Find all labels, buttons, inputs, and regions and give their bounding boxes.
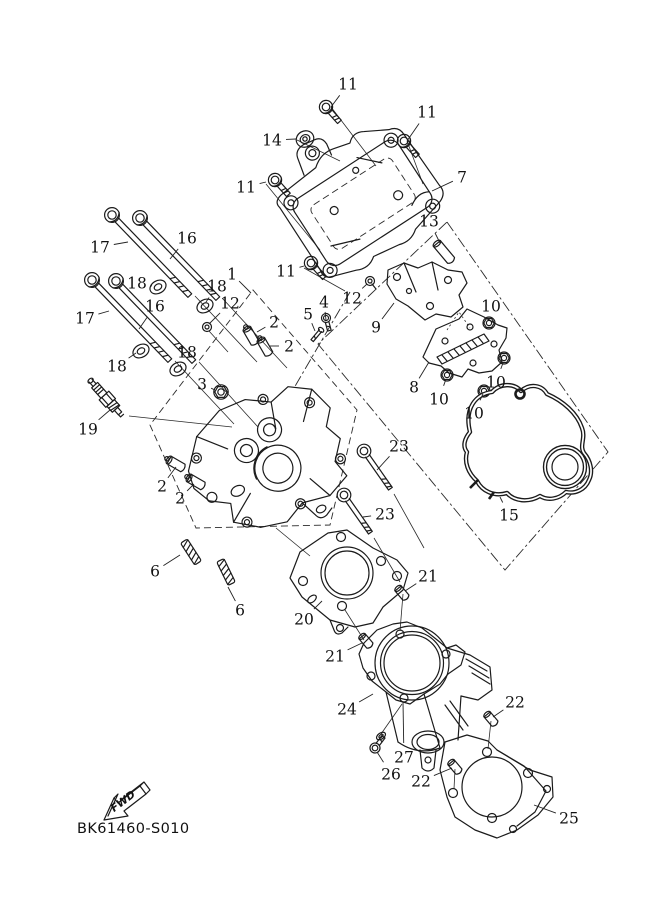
callout-19: 19 [78, 420, 98, 439]
callout-2: 2 [284, 337, 294, 356]
valve-cap [163, 454, 186, 472]
callout-7: 7 [457, 168, 467, 187]
cylinder-head [168, 365, 373, 564]
breather-bracket [423, 309, 507, 377]
leader-line-11 [300, 266, 305, 267]
leader-line-12 [209, 313, 220, 324]
cover-dowel-pin [432, 239, 456, 265]
leader-line-9 [382, 303, 394, 319]
leader-line-16 [139, 318, 147, 330]
callout-17: 17 [90, 238, 110, 257]
leader-line-23 [363, 516, 371, 517]
callout-11: 11 [417, 103, 437, 122]
callout-21: 21 [418, 567, 438, 586]
callout-23: 23 [389, 437, 409, 456]
head-cover-gasket [464, 385, 591, 500]
locating-dowel [483, 710, 499, 727]
callout-11: 11 [236, 178, 256, 197]
bracket-nut [498, 352, 510, 364]
leader-line-11 [407, 124, 419, 142]
breather-plate [387, 262, 467, 320]
leader-line-12 [362, 284, 367, 288]
leader-line-5 [312, 323, 315, 331]
head-bolt-long [102, 205, 196, 301]
leader-line-1 [239, 281, 251, 293]
locating-dowel [394, 584, 410, 601]
leader-line-24 [359, 694, 373, 702]
leader-line-22 [434, 768, 452, 776]
callout-23: 23 [375, 505, 395, 524]
callout-2: 2 [269, 313, 279, 332]
leader-line-21 [348, 643, 362, 650]
callout-20: 20 [294, 610, 314, 629]
rubber-damper [203, 323, 212, 332]
exhaust-stud [181, 539, 202, 565]
callout-22: 22 [411, 772, 431, 791]
leader-line-11 [260, 182, 266, 184]
leader-line-6 [163, 555, 180, 566]
callout-18: 18 [177, 343, 197, 362]
leader-line-26 [377, 752, 384, 762]
callout-12: 12 [342, 289, 362, 308]
callout-10: 10 [464, 404, 484, 423]
callout-1: 1 [227, 265, 237, 284]
valve-cap [183, 472, 206, 490]
callout-16: 16 [177, 229, 197, 248]
callout-27: 27 [394, 748, 414, 767]
callout-16: 16 [145, 297, 165, 316]
callout-labels [75, 75, 579, 827]
fwd-arrow [104, 782, 150, 820]
callout-18: 18 [107, 357, 127, 376]
leader-line-19 [99, 410, 110, 420]
leader-line-23 [377, 456, 390, 470]
callout-5: 5 [303, 305, 313, 324]
valve-cap [241, 323, 259, 346]
callout-12: 12 [220, 294, 240, 313]
leader-line-18 [180, 365, 181, 367]
leader-line-22 [493, 710, 503, 717]
callout-17: 17 [75, 309, 95, 328]
callout-6: 6 [235, 601, 245, 620]
callout-9: 9 [371, 318, 381, 337]
callout-6: 6 [150, 562, 160, 581]
callout-11: 11 [338, 75, 358, 94]
callout-3: 3 [197, 375, 207, 394]
cover-flange-bolt [395, 132, 423, 161]
side-bolt [335, 486, 376, 537]
leader-line-6 [228, 587, 235, 601]
locating-dowel [447, 758, 463, 775]
cover-flange-bolt [266, 171, 294, 200]
cover-flange-bolt [302, 254, 330, 283]
cover-grommet [293, 128, 317, 151]
callout-24: 24 [337, 700, 357, 719]
diagram-code: BK61460-S010 [77, 821, 190, 837]
rubber-damper [366, 277, 377, 290]
cover-flange-bolt [317, 98, 345, 127]
callout-10: 10 [481, 297, 501, 316]
leader-line-2 [257, 327, 265, 332]
head-bolt-washer [130, 341, 151, 360]
callout-21: 21 [325, 647, 345, 666]
callout-14: 14 [262, 131, 282, 150]
fwd-label: FWD [108, 788, 138, 815]
leader-line-27 [403, 702, 404, 743]
leader-line-8 [419, 362, 429, 378]
leader-line-17 [114, 242, 128, 245]
cylinder-base-gasket [440, 735, 553, 838]
callout-26: 26 [381, 765, 401, 784]
callout-15: 15 [499, 506, 519, 525]
callout-11: 11 [276, 262, 296, 281]
callout-25: 25 [559, 809, 579, 828]
head-bolt-washer [167, 359, 188, 378]
callout-18: 18 [207, 277, 227, 296]
exhaust-stud [217, 559, 236, 586]
leader-line-20 [314, 601, 322, 609]
leader-line-17 [98, 311, 109, 314]
callout-22: 22 [505, 693, 525, 712]
bracket-nut [483, 317, 495, 329]
leader-line-2 [187, 484, 194, 491]
leader-lines [98, 95, 556, 813]
leader-line-21 [405, 584, 416, 591]
bracket-nut [441, 369, 453, 381]
callout-10: 10 [429, 390, 449, 409]
callout-13: 13 [419, 212, 439, 231]
callout-2: 2 [175, 489, 185, 508]
callout-18: 18 [127, 274, 147, 293]
head-bolt-washer [147, 277, 168, 296]
cylinder-block [359, 622, 492, 771]
callout-8: 8 [409, 378, 419, 397]
leader-line-11 [331, 95, 340, 107]
callout-10: 10 [486, 373, 506, 392]
callout-2: 2 [157, 477, 167, 496]
callout-4: 4 [319, 293, 329, 312]
leader-line-15 [500, 497, 503, 503]
